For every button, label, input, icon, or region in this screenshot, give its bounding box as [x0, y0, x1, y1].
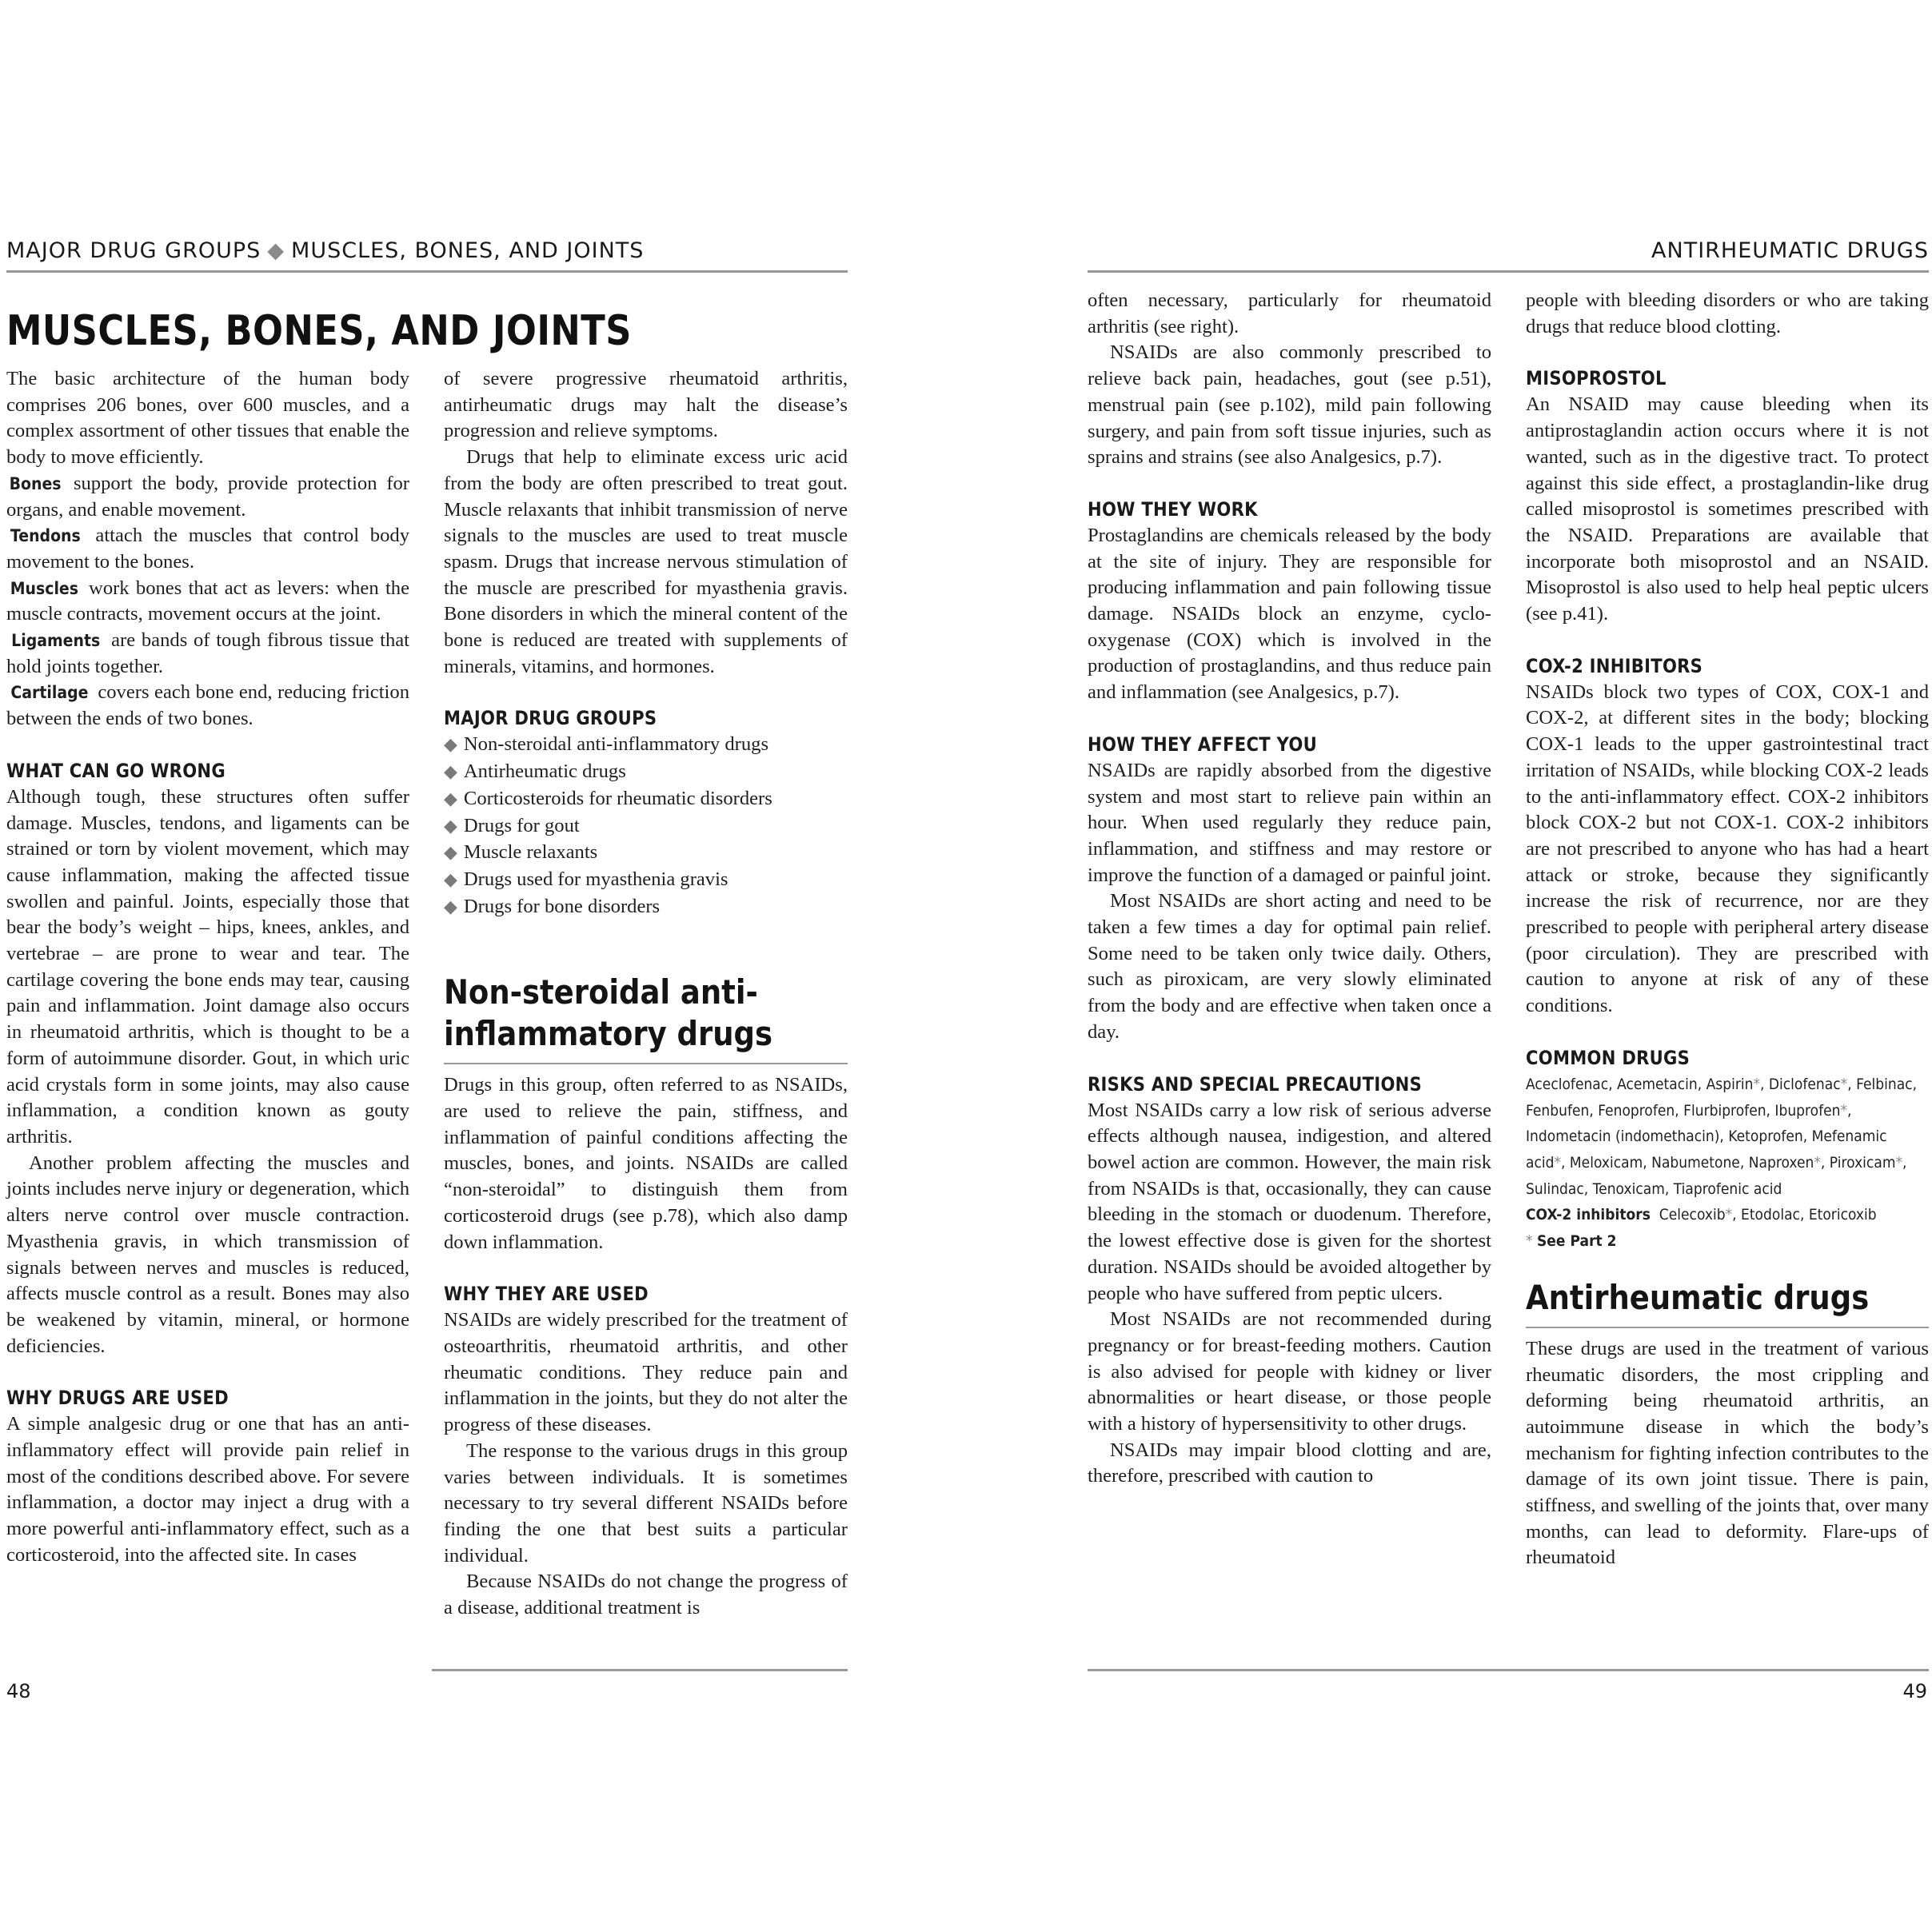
- asterisk-icon: *: [1814, 1153, 1821, 1172]
- nsaids-why-paragraph-3: Because NSAIDs do not change the progress of a disease, additional treatment is: [444, 1571, 848, 1619]
- page-title: MUSCLES, BONES, AND JOINTS: [6, 307, 632, 355]
- footer-rule: [1088, 1669, 1929, 1671]
- diamond-bullet-icon: ◆: [444, 896, 457, 917]
- why-paragraph-1-cont: of severe progressive rheumatoid arthritis, antirheumatic drugs may halt the disease’s progression and relieve symptoms.: [444, 368, 848, 442]
- definition-bones: [6, 471, 409, 523]
- nsaids-why-paragraph-1: NSAIDs are widely prescribed for the treatment of osteoarthritis, rheumatoid arthritis, and other rheumatic conditions. They reduce pain and inflammation in the joints, but they do not alter the progress of these diseases.: [444, 1309, 848, 1436]
- list-item: [444, 786, 848, 813]
- diamond-bullet-icon: ◆: [444, 816, 457, 836]
- section-rule: [444, 1063, 848, 1064]
- term-muscles: Muscles: [10, 578, 79, 598]
- drug-names: Aceclofenac, Acemetacin, Aspirin: [1526, 1075, 1754, 1093]
- page-number: 49: [1902, 1680, 1927, 1702]
- column-4: [1526, 288, 1929, 1571]
- list-item: [444, 867, 848, 894]
- wrong-paragraph-1: Although tough, these structures often suffer damage. Muscles, tendons, and ligaments can be strained or torn by violent movement, which may cause inflammation, making the affected tissue swollen and painful. Joints, especially those that bear the body’s weight – hips, knees, ankles, and vertebrae – are prone to wear and tear. The cartilage covering the bone ends may tear, causing pain and inflammation. Joint damage also occurs in rheumatoid arthritis, which is thought to be a form of autoimmune disorder. Gout, in which uric acid crystals form in some joints, may also cause inflammation, a condition known as gouty arthritis.: [6, 785, 409, 1148]
- definition-cartilage: [6, 680, 409, 732]
- diamond-bullet-icon: ◆: [444, 735, 457, 756]
- list-item-label: Drugs for gout: [463, 814, 580, 836]
- column-2: [444, 366, 848, 1622]
- list-item-label: Drugs for bone disorders: [463, 895, 661, 917]
- why-paragraph-1: A simple analgesic drug or one that has an anti-inflammatory effect will provide pain relief in most of the conditions described above. For severe inflammation, a doctor may inject a drug with a more powerful anti-inflammatory effect, such as a corticosteroid, into the affected site. In cases: [6, 1413, 409, 1566]
- diamond-bullet-icon: ◆: [444, 843, 457, 864]
- diamond-icon: ◆: [267, 238, 285, 263]
- antirheumatic-paragraph: These drugs are used in the treatment of various rheumatic disorders, the most crippling and deforming being rheumatoid arthritis, an autoimmune disease in which the body’s mechanism for fighting infection contributes to the damage of its own joint tissue. There is pain, stiffness, and swelling of the joints that, over many months, can lead to deformity. Flare-ups of rheumatoid: [1526, 1337, 1929, 1569]
- heading-major-drug-groups: MAJOR DRUG GROUPS: [444, 707, 657, 730]
- why-paragraph-2: Drugs that help to eliminate excess uric acid from the body are often prescribed to treat gout. Muscle relaxants that inhibit transmission of nerve signals to the muscles are used to treat muscle spasm. Drugs that increase nervous stimulation of the muscle are prescribed for myasthenia gravis. Bone disorders in which the mineral content of the bone is reduced are treated with supplements of minerals, vitamins, and hormones.: [444, 446, 848, 677]
- common-drugs-list: [1526, 1072, 1929, 1255]
- definition-ligaments: [6, 628, 409, 680]
- affect-paragraph-2: Most NSAIDs are short acting and need to be taken a few times a day for optimal pain relief. Some need to be taken only twice daily. Others, such as piroxicam, are very slowly eliminated from the body and are effective when taken once a day.: [1088, 890, 1491, 1043]
- drug-group-list: [444, 732, 848, 920]
- nsaids-uses-paragraph: NSAIDs are also commonly prescribed to relieve back pain, headaches, gout (see p.51), menstrual pain (see p.102), mild pain following surgery, and pain from soft tissue injuries, such as sprains and strains (see also Analgesics, p.7).: [1088, 341, 1491, 469]
- heading-risks: RISKS AND SPECIAL PRECAUTIONS: [1088, 1072, 1423, 1096]
- term-bones: Bones: [9, 473, 62, 493]
- term-ligaments: Ligaments: [11, 631, 101, 651]
- section-rule: [1526, 1327, 1929, 1328]
- drug-names: Celecoxib: [1659, 1206, 1726, 1224]
- how-work-paragraph: Prostaglandins are chemicals released by the body at the site of injury. They are responsible for producing inflammation and pain following tissue damage. NSAIDs block an enzyme, cyclo-oxygenase (COX) which is involved in the production of prostaglandins, and thus reduce pain and inflammation (see Analgesics, p.7).: [1088, 524, 1491, 704]
- heading-why-drugs-used: WHY DRUGS ARE USED: [6, 1387, 229, 1410]
- cox2-paragraph: NSAIDs block two types of COX, COX-1 and COX-2, at different sites in the body; blocking COX-1 leads to the upper gastrointestinal tract irritation of NSAIDs, while blocking COX-2 leads to the anti-inflammatory effect. COX-2 inhibitors block COX-2 but not COX-1. COX-2 inhibitors are not prescribed to anyone who has had a heart attack or stroke, because they significantly increase the risk of recurrence, nor are they prescribed to people with peripheral artery disease (poor circulation). They are prescribed with caution to anyone at risk of any of these conditions.: [1526, 681, 1929, 1017]
- list-item-label: Non-steroidal anti-inflammatory drugs: [463, 733, 769, 756]
- definition-text: support the body, provide protection for organs, and enable movement.: [6, 472, 409, 521]
- list-item: [444, 732, 848, 759]
- definition-tendons: [6, 523, 409, 575]
- drug-names: , Etodolac, Etoricoxib: [1732, 1206, 1877, 1224]
- list-item-label: Drugs used for myasthenia gravis: [463, 868, 728, 890]
- list-item: [444, 894, 848, 921]
- section-title-nsaids: Non-steroidal anti-inflammatory drugs: [444, 972, 772, 1054]
- drug-names: , Indometacin (indomethacin), Ketoprofen, Mefenamic acid: [1526, 1101, 1887, 1172]
- affect-paragraph-1: NSAIDs are rapidly absorbed from the digestive system and most start to relieve pain within an hour. When used regularly they reduce pain, inflammation, and stiffness and may restore or improve the function of a damaged or painful joint.: [1088, 759, 1491, 886]
- definition-text: attach the muscles that control body movement to the bones.: [6, 525, 409, 573]
- risks-paragraph-2: Most NSAIDs are not recommended during pregnancy or for breast-feeding mothers. Caution is also advised for people with kidney or liver abnormalities or heart disease, or those people with a history of hypersensitivity to other drugs.: [1088, 1308, 1491, 1435]
- nsaids-paragraph-1: Drugs in this group, often referred to as NSAIDs, are used to relieve the pain, stiffness, and inflammation of painful conditions affecting the muscles, bones, and joints. NSAIDs are called “non-steroidal” to distinguish them from corticosteroid drugs (see p.78), which also damp down inflammation.: [444, 1074, 848, 1253]
- right-page: [966, 0, 1932, 1932]
- heading-what-can-go-wrong: WHAT CAN GO WRONG: [6, 759, 226, 782]
- definition-muscles: [6, 576, 409, 628]
- diamond-bullet-icon: ◆: [444, 788, 457, 809]
- continued-paragraph: often necessary, particularly for rheumatoid arthritis (see right).: [1088, 289, 1491, 337]
- diamond-bullet-icon: ◆: [444, 869, 457, 890]
- wrong-paragraph-2: Another problem affecting the muscles and joints includes nerve injury or degeneration, which alters nerve control over muscle contraction. Myasthenia gravis, in which transmission of signals between nerves and muscles is reduced, affects muscle control as a result. Bones may also be weakened by vitamin, mineral, or hormone deficiencies.: [6, 1152, 409, 1357]
- running-head-chapter: MUSCLES, BONES, AND JOINTS: [291, 238, 645, 263]
- definition-text: covers each bone end, reducing friction between the ends of two bones.: [6, 681, 409, 730]
- risks-paragraph-3: NSAIDs may impair blood clotting and are, therefore, prescribed with caution to: [1088, 1439, 1491, 1487]
- list-item-label: Corticosteroids for rheumatic disorders: [463, 787, 772, 809]
- cox2-label: COX-2 inhibitors: [1526, 1206, 1651, 1224]
- list-item: [444, 759, 848, 786]
- page-number: 48: [6, 1680, 31, 1702]
- term-cartilage: Cartilage: [10, 683, 89, 703]
- see-part-note: See Part 2: [1536, 1232, 1617, 1251]
- asterisk-icon: *: [1840, 1075, 1848, 1093]
- asterisk-icon: *: [1725, 1206, 1733, 1224]
- risks-paragraph-3-cont: people with bleeding disorders or who are taking drugs that reduce blood clotting.: [1526, 289, 1929, 337]
- asterisk-icon: *: [1840, 1101, 1848, 1120]
- risks-paragraph-1: Most NSAIDs carry a low risk of serious adverse effects although nausea, indigestion, and altered bowel action are common. However, the main risk from NSAIDs is that, occasionally, they can cause bleeding in the stomach or duodenum. Therefore, the lowest effective dose is given for the shortest duration. NSAIDs should be avoided altogether by people who have suffered from peptic ulcers.: [1088, 1099, 1491, 1304]
- list-item: [444, 813, 848, 840]
- diamond-bullet-icon: ◆: [444, 762, 457, 783]
- asterisk-icon: *: [1554, 1153, 1562, 1172]
- term-tendons: Tendons: [10, 526, 81, 546]
- list-item-label: Antirheumatic drugs: [463, 760, 626, 783]
- definition-text: are bands of tough fibrous tissue that hold joints together.: [6, 629, 409, 677]
- column-1: [6, 366, 409, 1569]
- section-title-antirheumatic: Antirheumatic drugs: [1526, 1277, 1870, 1317]
- column-3: [1088, 288, 1491, 1490]
- running-head-right: ANTIRHEUMATIC DRUGS: [1088, 238, 1929, 273]
- heading-why-they-are-used: WHY THEY ARE USED: [444, 1283, 649, 1306]
- drug-names: , Sulindac, Tenoxicam, Tiaprofenic acid: [1526, 1153, 1907, 1198]
- heading-how-they-work: HOW THEY WORK: [1088, 497, 1258, 521]
- list-item: [444, 840, 848, 867]
- running-head-left: [6, 238, 848, 273]
- heading-how-they-affect-you: HOW THEY AFFECT YOU: [1088, 732, 1317, 756]
- drug-names: , Meloxicam, Nabumetone, Naproxen: [1561, 1153, 1814, 1172]
- running-head-section: MAJOR DRUG GROUPS: [6, 238, 261, 263]
- heading-common-drugs: COMMON DRUGS: [1526, 1046, 1690, 1069]
- drug-names: , Felbinac, Fenbufen, Fenoprofen, Flurbiprofen, Ibuprofen: [1526, 1075, 1918, 1120]
- asterisk-icon: *: [1526, 1232, 1533, 1251]
- definition-text: work bones that act as levers: when the muscle contracts, movement occurs at the joint.: [6, 577, 409, 625]
- heading-cox2-inhibitors: COX-2 INHIBITORS: [1526, 654, 1703, 677]
- heading-misoprostol: MISOPROSTOL: [1526, 367, 1667, 390]
- nsaids-why-paragraph-2: The response to the various drugs in this group varies between individuals. It is sometimes necessary to try several different NSAIDs before finding the one that best suits a particular individual.: [444, 1439, 848, 1567]
- intro-paragraph: The basic architecture of the human body comprises 206 bones, over 600 muscles, and a complex assortment of other tissues that enable the body to move efficiently.: [6, 368, 409, 469]
- asterisk-icon: *: [1895, 1153, 1903, 1172]
- drug-names: , Diclofenac: [1759, 1075, 1841, 1093]
- asterisk-icon: *: [1753, 1075, 1760, 1093]
- misoprostol-paragraph: An NSAID may cause bleeding when its antiprostaglandin action occurs where it is not wanted, such as in the digestive tract. To protect against this side effect, a prostaglandin-like drug called misoprostol is sometimes prescribed with the NSAID. Preparations are available that incorporate both misoprostol and an NSAID. Misoprostol is also used to help heal peptic ulcers (see p.41).: [1526, 393, 1929, 625]
- list-item-label: Muscle relaxants: [463, 841, 598, 864]
- footer-rule: [432, 1669, 848, 1671]
- drug-names: , Piroxicam: [1820, 1153, 1896, 1172]
